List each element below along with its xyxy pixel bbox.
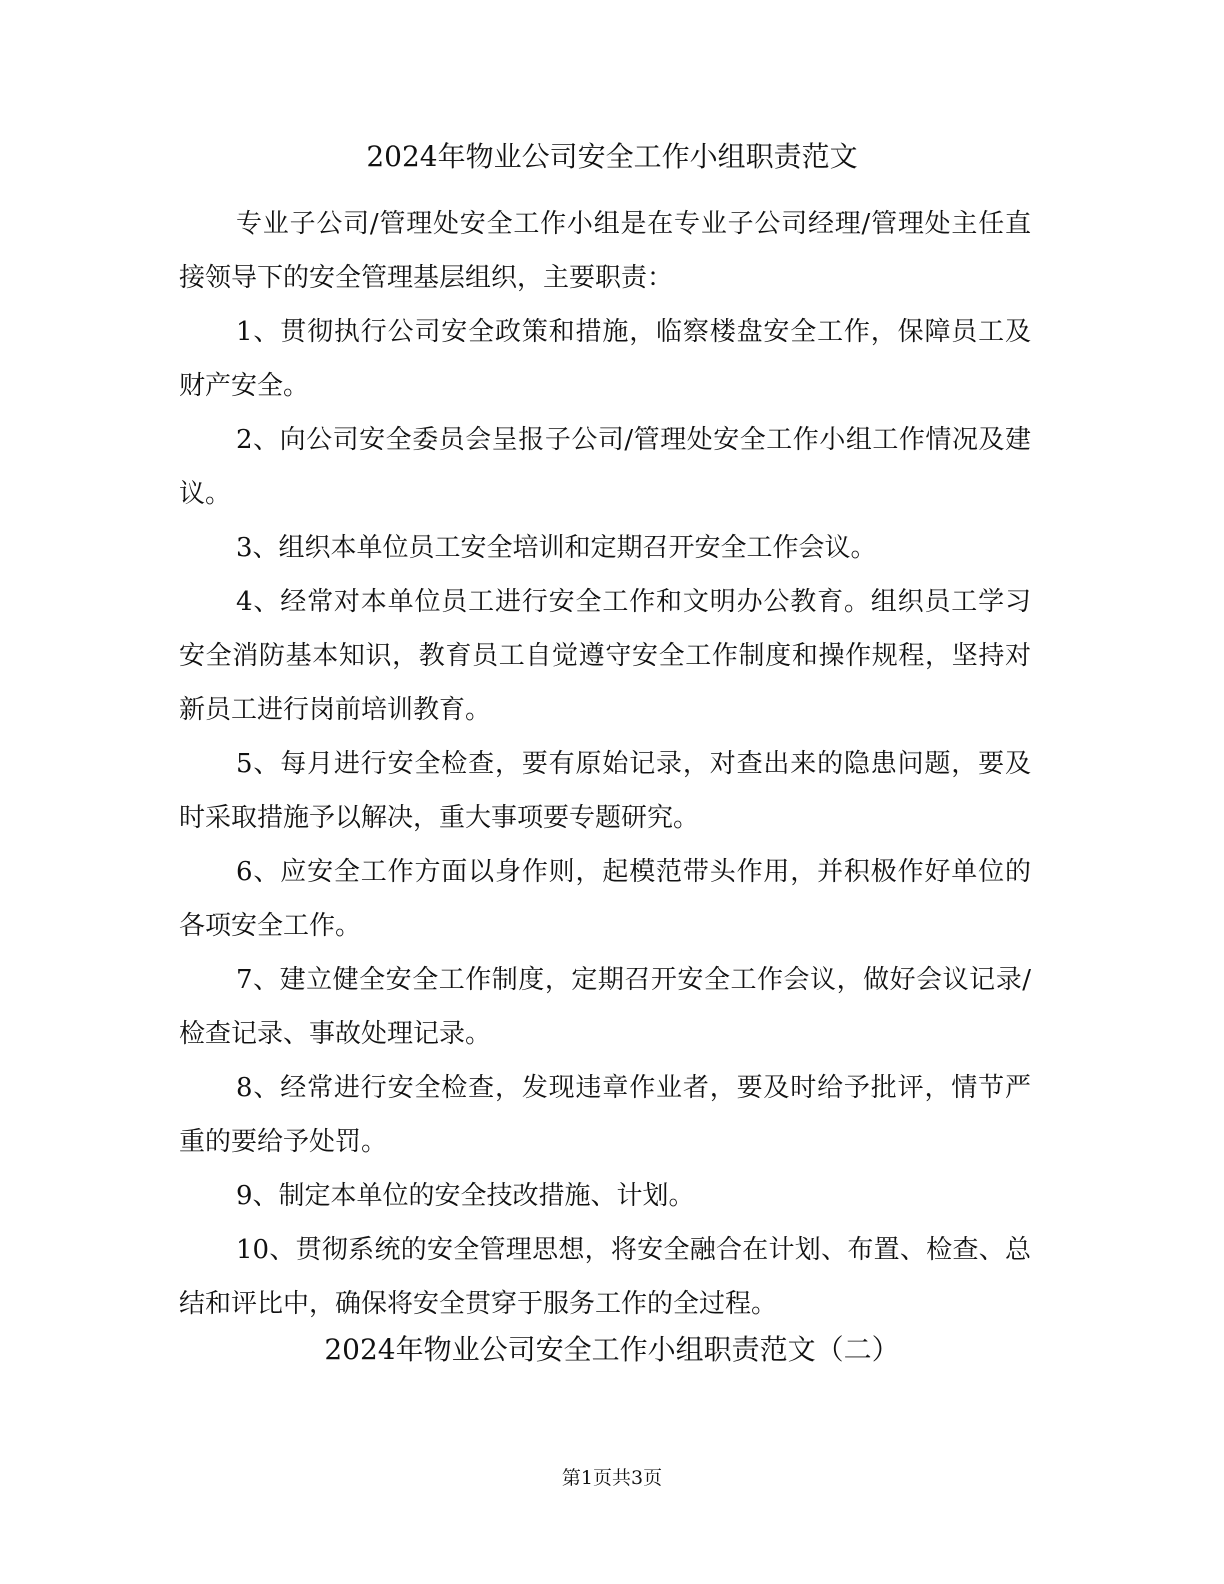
paragraph-item-7: 7、建立健全安全工作制度，定期召开安全工作会议，做好会议记录/检查记录、事故处理记录。 [179,965,1031,1049]
paragraph-item-3: 3、组织本单位员工安全培训和定期召开安全工作会议。 [236,533,877,563]
paragraph-item-8: 8、经常进行安全检查，发现违章作业者，要及时给予批评，情节严重的要给予处罚。 [179,1073,1031,1157]
paragraph-item-6: 6、应安全工作方面以身作则，起模范带头作用，并积极作好单位的各项安全工作。 [179,857,1031,941]
paragraph-item-4: 4、经常对本单位员工进行安全工作和文明办公教育。组织员工学习安全消防基本知识，教育员工自觉遵守安全工作制度和操作规程，坚持对新员工进行岗前培训教育。 [179,587,1031,725]
paragraph-item-1: 1、贯彻执行公司安全政策和措施，临察楼盘安全工作，保障员工及财产安全。 [179,317,1031,401]
paragraph-item-2: 2、向公司安全委员会呈报子公司/管理处安全工作小组工作情况及建议。 [179,425,1031,509]
paragraph-item-5: 5、每月进行安全检查，要有原始记录，对查出来的隐患问题，要及时采取措施予以解决，重大事项要专题研究。 [179,749,1031,833]
document-title: 2024年物业公司安全工作小组职责范文 [366,140,858,173]
second-section-title: 2024年物业公司安全工作小组职责范文（二） [324,1333,900,1366]
paragraph-item-9: 9、制定本单位的安全技改措施、计划。 [236,1181,695,1211]
paragraph-item-10: 10、贯彻系统的安全管理思想，将安全融合在计划、布置、检查、总结和评比中，确保将安全贯穿于服务工作的全过程。 [179,1235,1031,1319]
document-body [179,197,1031,1331]
paragraph-intro: 专业子公司/管理处安全工作小组是在专业子公司经理/管理处主任直接领导下的安全管理基层组织，主要职责： [179,209,1031,293]
page-number-footer: 第1页共3页 [561,1467,663,1489]
